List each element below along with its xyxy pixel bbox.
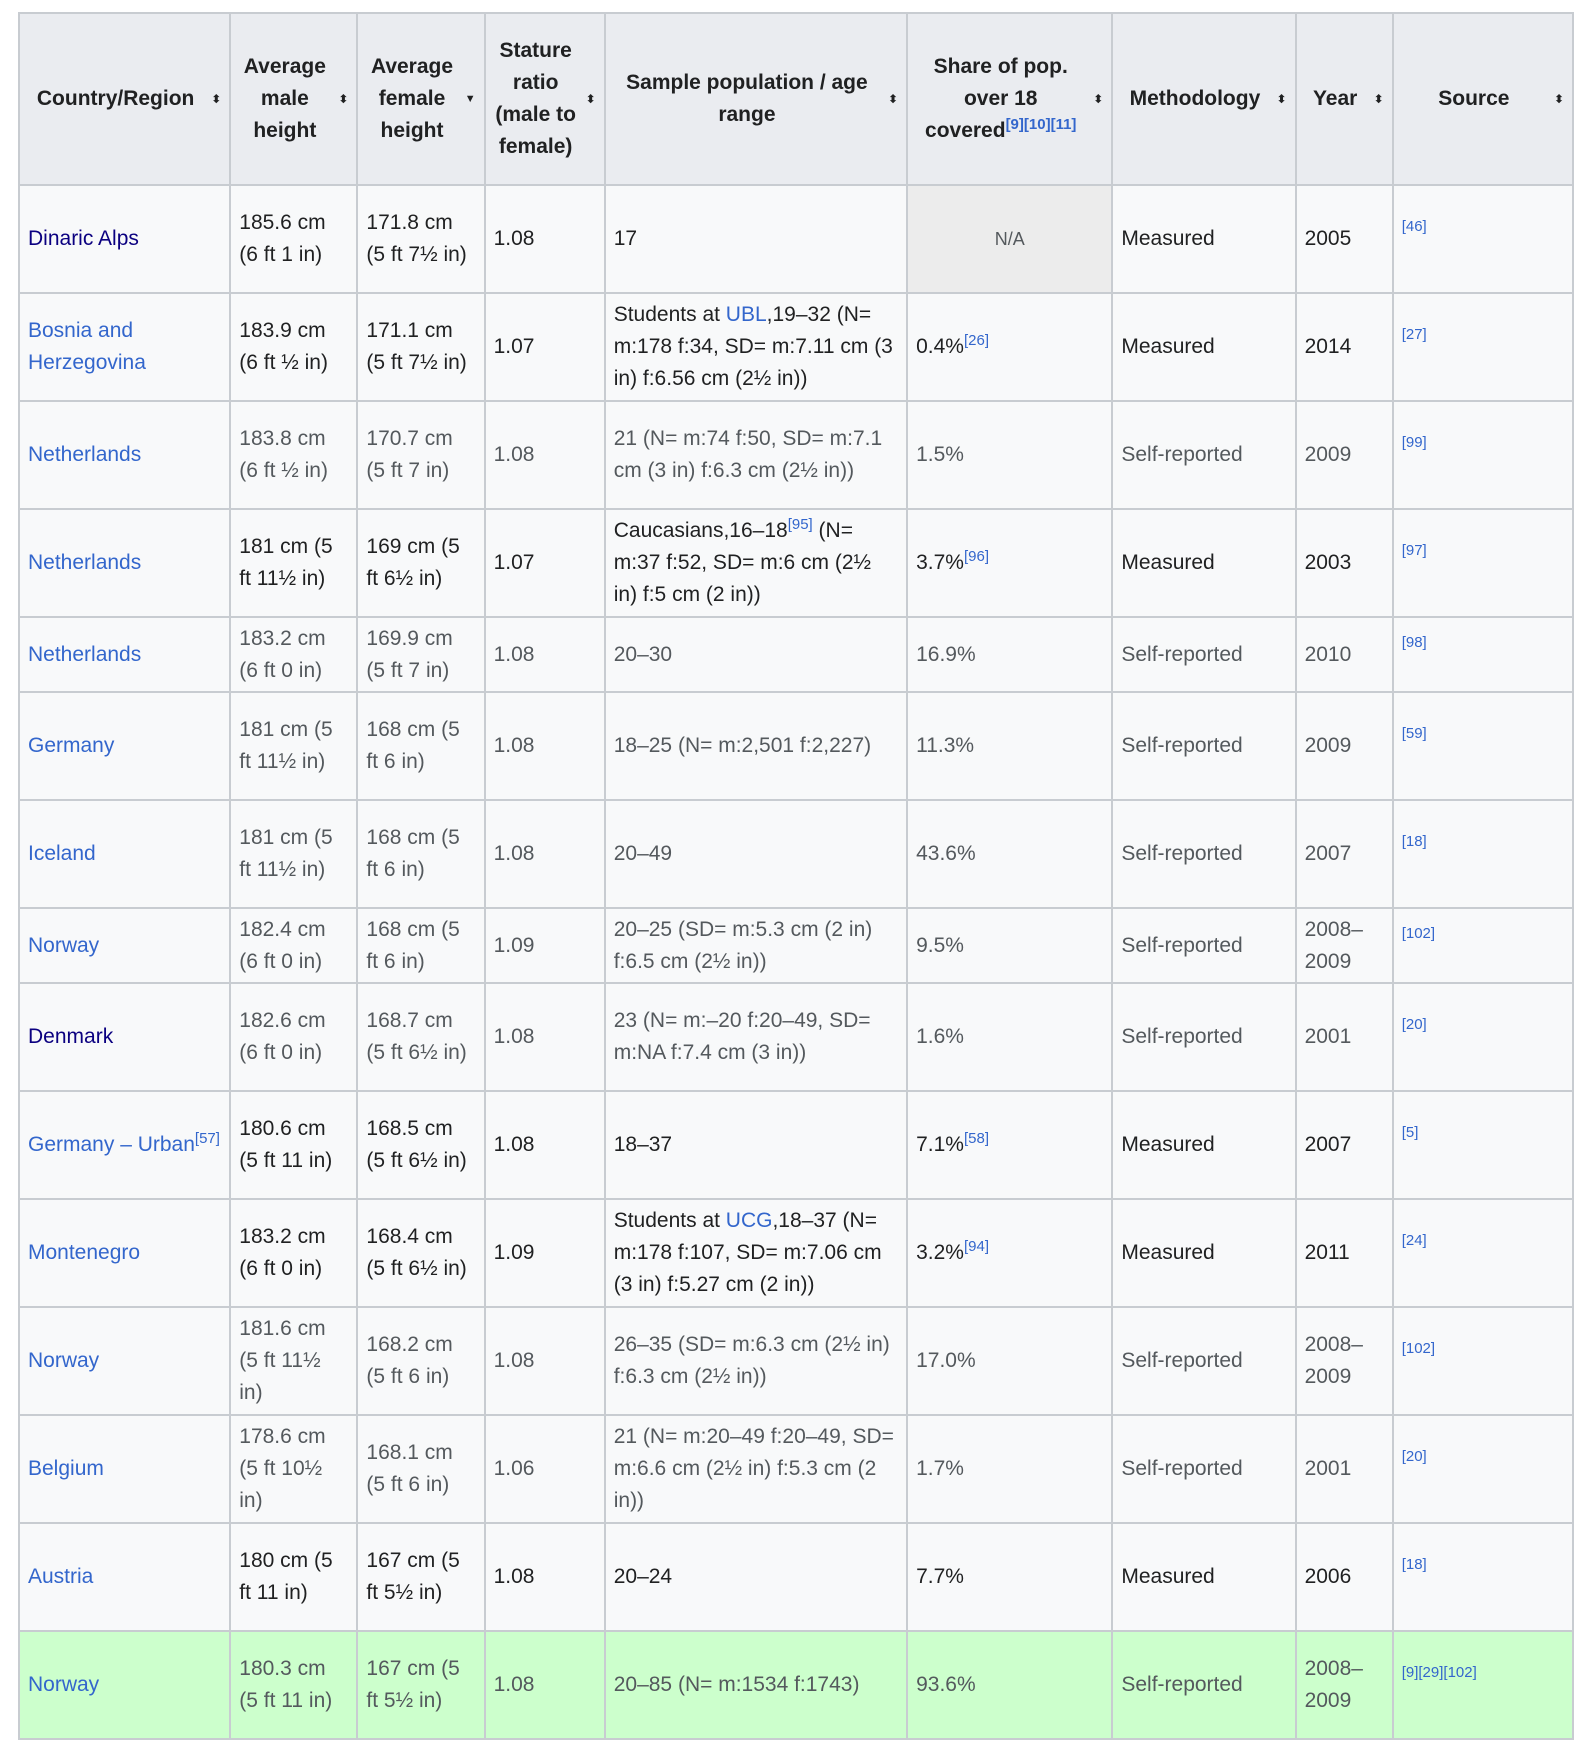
cell-share: 43.6% — [907, 800, 1112, 908]
cell-year: 2006 — [1296, 1523, 1393, 1631]
cell-sample: 20–49 — [605, 800, 907, 908]
cell-male-height: 180 cm (5 ft 11 in) — [230, 1523, 357, 1631]
col-header-year[interactable]: Year ⬍ — [1296, 13, 1393, 185]
cell-sample: 18–25 (N= m:2,501 f:2,227) — [605, 692, 907, 800]
cell-country — [19, 401, 230, 509]
cell-male-height: 178.6 cm (5 ft 10½ in) — [230, 1415, 357, 1523]
cell-source — [1393, 293, 1573, 401]
citation-link[interactable]: [20] — [1401, 1016, 1427, 1033]
cell-methodology: Self-reported — [1112, 617, 1295, 692]
cell-ratio: 1.09 — [485, 908, 605, 983]
cell-source — [1393, 1091, 1573, 1199]
cell-sample: 18–37 — [605, 1091, 907, 1199]
cell-source — [1393, 1631, 1573, 1739]
citation-link[interactable]: [102] — [1401, 1340, 1436, 1357]
cell-share: 17.0% — [907, 1307, 1112, 1415]
cell-sample: 21 (N= m:74 f:50, SD= m:7.1 cm (3 in) f:6.3 cm (2½ in)) — [605, 401, 907, 509]
cell-source — [1393, 800, 1573, 908]
cell-ratio: 1.09 — [485, 1199, 605, 1307]
cell-male-height: 181 cm (5 ft 11½ in) — [230, 509, 357, 617]
cell-source — [1393, 1415, 1573, 1523]
cell-country — [19, 185, 230, 293]
table-row — [19, 983, 1573, 1091]
cell-methodology: Measured — [1112, 509, 1295, 617]
cell-sample: 17 — [605, 185, 907, 293]
sort-icon[interactable]: ⬍ — [585, 92, 596, 106]
col-header-sample[interactable]: Sample population / age range ⬍ — [605, 13, 907, 185]
citation-link[interactable]: [24] — [1401, 1232, 1427, 1249]
cell-ratio: 1.08 — [485, 185, 605, 293]
cell-year: 2007 — [1296, 800, 1393, 908]
country-link[interactable]: Montenegro — [28, 1241, 141, 1264]
cell-male-height: 180.6 cm (5 ft 11 in) — [230, 1091, 357, 1199]
cell-sample: Students at UCG,18–37 (N= m:178 f:107, SD= m:7.06 cm (3 in) f:5.27 cm (2 in)) — [605, 1199, 907, 1307]
table-body — [19, 185, 1573, 1739]
cell-year: 2001 — [1296, 983, 1393, 1091]
cell-male-height: 183.2 cm (6 ft 0 in) — [230, 1199, 357, 1307]
citation-link[interactable]: [18] — [1401, 1556, 1427, 1573]
cell-sample: 21 (N= m:20–49 f:20–49, SD= m:6.6 cm (2½ in) f:5.3 cm (2 in)) — [605, 1415, 907, 1523]
institution-link[interactable]: UBL — [725, 303, 767, 326]
citation-link[interactable]: [96] — [963, 548, 989, 565]
table-row — [19, 185, 1573, 293]
citation-link[interactable]: [26] — [963, 332, 989, 349]
country-link[interactable]: Bosnia and Herzegovina — [28, 319, 146, 374]
country-link[interactable]: Norway — [28, 933, 100, 957]
cell-female-height: 168 cm (5 ft 6 in) — [357, 800, 484, 908]
citation-link[interactable]: [102] — [1401, 924, 1436, 942]
cell-share-na: N/A — [907, 185, 1112, 293]
cell-male-height: 183.2 cm (6 ft 0 in) — [230, 617, 357, 692]
cell-male-height: 182.4 cm (6 ft 0 in) — [230, 908, 357, 983]
citation-link[interactable]: [94] — [963, 1238, 989, 1255]
cell-year: 2009 — [1296, 692, 1393, 800]
cell-methodology: Self-reported — [1112, 1631, 1295, 1739]
cell-ratio: 1.08 — [485, 983, 605, 1091]
height-table — [18, 12, 1574, 1740]
col-header-methodology[interactable]: Methodology ⬍ — [1112, 13, 1295, 185]
table-row — [19, 1199, 1573, 1307]
cell-year: 2008–2009 — [1296, 908, 1393, 983]
country-link[interactable]: Norway — [28, 1349, 100, 1372]
table-row — [19, 1091, 1573, 1199]
cell-ratio: 1.06 — [485, 1415, 605, 1523]
table-row — [19, 1631, 1573, 1739]
sort-icon[interactable]: ⬍ — [888, 92, 899, 106]
country-link[interactable]: Belgium — [28, 1457, 104, 1480]
cell-ratio: 1.08 — [485, 1523, 605, 1631]
cell-female-height: 169.9 cm (5 ft 7 in) — [357, 617, 484, 692]
cell-methodology: Self-reported — [1112, 401, 1295, 509]
cell-female-height: 167 cm (5 ft 5½ in) — [357, 1631, 484, 1739]
table-row — [19, 692, 1573, 800]
cell-source — [1393, 401, 1573, 509]
cell-country — [19, 293, 230, 401]
cell-share: 1.5% — [907, 401, 1112, 509]
cell-ratio: 1.08 — [485, 401, 605, 509]
citation-link[interactable]: [57] — [194, 1130, 220, 1147]
sort-icon[interactable]: ⬍ — [211, 92, 222, 106]
country-link[interactable]: Netherlands — [28, 443, 142, 466]
col-header-share[interactable]: Share of pop. over 18 covered[9][10][11] ⬍ — [907, 13, 1112, 185]
cell-methodology: Self-reported — [1112, 1307, 1295, 1415]
col-header-source[interactable]: Source ⬍ — [1393, 13, 1573, 185]
cell-female-height: 168.5 cm (5 ft 6½ in) — [357, 1091, 484, 1199]
table-row — [19, 800, 1573, 908]
table-row — [19, 401, 1573, 509]
citation-link[interactable]: [18] — [1401, 833, 1427, 850]
citation-link[interactable]: [46] — [1401, 218, 1427, 235]
cell-ratio: 1.08 — [485, 617, 605, 692]
cell-country — [19, 1523, 230, 1631]
cell-female-height: 167 cm (5 ft 5½ in) — [357, 1523, 484, 1631]
cell-year: 2014 — [1296, 293, 1393, 401]
cell-methodology: Measured — [1112, 1523, 1295, 1631]
country-link[interactable]: Germany – Urban — [28, 1133, 195, 1156]
cell-sample: 20–24 — [605, 1523, 907, 1631]
cell-share: 16.9% — [907, 617, 1112, 692]
cell-ratio: 1.08 — [485, 1631, 605, 1739]
table-row — [19, 908, 1573, 983]
cell-share: 9.5% — [907, 908, 1112, 983]
cell-ratio: 1.08 — [485, 800, 605, 908]
cell-source — [1393, 1199, 1573, 1307]
country-link[interactable]: Dinaric Alps — [28, 227, 139, 250]
cell-sample: 20–25 (SD= m:5.3 cm (2 in) f:6.5 cm (2½ in)) — [605, 908, 907, 983]
page — [18, 12, 1574, 1740]
table-row — [19, 1523, 1573, 1631]
cell-methodology: Measured — [1112, 293, 1295, 401]
cell-ratio: 1.08 — [485, 1091, 605, 1199]
cell-female-height: 168.4 cm (5 ft 6½ in) — [357, 1199, 484, 1307]
sort-icon[interactable]: ⬍ — [1553, 92, 1564, 106]
col-header-stature-ratio[interactable]: Stature ratio (male to female) ⬍ — [485, 13, 605, 185]
cell-methodology: Self-reported — [1112, 692, 1295, 800]
cell-methodology: Measured — [1112, 1091, 1295, 1199]
sort-icon[interactable]: ⬍ — [1276, 92, 1287, 106]
cell-year: 2011 — [1296, 1199, 1393, 1307]
citation-link[interactable]: [5] — [1401, 1124, 1419, 1141]
country-link[interactable]: Netherlands — [28, 551, 142, 574]
cell-female-height: 168 cm (5 ft 6 in) — [357, 692, 484, 800]
cell-source — [1393, 185, 1573, 293]
cell-share: 7.1%[58] — [907, 1091, 1112, 1199]
citation-link[interactable]: [20] — [1401, 1448, 1427, 1465]
cell-ratio: 1.07 — [485, 293, 605, 401]
cell-sample: 26–35 (SD= m:6.3 cm (2½ in) f:6.3 cm (2½ in)) — [605, 1307, 907, 1415]
cell-male-height: 183.8 cm (6 ft ½ in) — [230, 401, 357, 509]
cell-country — [19, 617, 230, 692]
cell-source — [1393, 617, 1573, 692]
cell-male-height: 180.3 cm (5 ft 11 in) — [230, 1631, 357, 1739]
col-header-female-height[interactable]: Average female height ▼ — [357, 13, 484, 185]
country-link[interactable]: Denmark — [28, 1025, 114, 1048]
citation-link[interactable]: [9][10][11] — [1005, 116, 1077, 133]
citation-link[interactable]: [58] — [963, 1130, 989, 1147]
cell-ratio: 1.08 — [485, 1307, 605, 1415]
cell-methodology: Self-reported — [1112, 983, 1295, 1091]
cell-share: 3.7%[96] — [907, 509, 1112, 617]
sort-icon[interactable]: ⬍ — [1373, 92, 1384, 106]
cell-share: 7.7% — [907, 1523, 1112, 1631]
cell-year: 2007 — [1296, 1091, 1393, 1199]
cell-methodology: Measured — [1112, 1199, 1295, 1307]
cell-source — [1393, 1523, 1573, 1631]
citation-link[interactable]: [27] — [1401, 326, 1427, 343]
sort-icon[interactable]: ⬍ — [338, 92, 349, 106]
cell-year: 2005 — [1296, 185, 1393, 293]
table-row — [19, 1307, 1573, 1415]
cell-male-height: 182.6 cm (6 ft 0 in) — [230, 983, 357, 1091]
cell-share: 1.6% — [907, 983, 1112, 1091]
cell-sample: Students at UBL,19–32 (N= m:178 f:34, SD= m:7.11 cm (3 in) f:6.56 cm (2½ in)) — [605, 293, 907, 401]
cell-year: 2008–2009 — [1296, 1307, 1393, 1415]
cell-source — [1393, 692, 1573, 800]
cell-male-height: 181 cm (5 ft 11½ in) — [230, 800, 357, 908]
citation-link[interactable]: [97] — [1401, 542, 1427, 559]
cell-methodology: Self-reported — [1112, 1415, 1295, 1523]
sort-icon[interactable]: ⬍ — [1093, 92, 1104, 106]
cell-female-height: 168.7 cm (5 ft 6½ in) — [357, 983, 484, 1091]
table-row — [19, 617, 1573, 692]
cell-sample: 20–85 (N= m:1534 f:1743) — [605, 1631, 907, 1739]
cell-female-height: 168 cm (5 ft 6 in) — [357, 908, 484, 983]
cell-female-height: 168.1 cm (5 ft 6 in) — [357, 1415, 484, 1523]
cell-source — [1393, 983, 1573, 1091]
cell-country — [19, 1415, 230, 1523]
citation-link[interactable]: [99] — [1401, 434, 1427, 451]
cell-year: 2008–2009 — [1296, 1631, 1393, 1739]
cell-country — [19, 1091, 230, 1199]
cell-year: 2003 — [1296, 509, 1393, 617]
cell-year: 2009 — [1296, 401, 1393, 509]
country-link[interactable]: Iceland — [28, 842, 96, 865]
cell-female-height: 168.2 cm (5 ft 6 in) — [357, 1307, 484, 1415]
cell-source — [1393, 509, 1573, 617]
country-link[interactable]: Austria — [28, 1565, 94, 1588]
cell-female-height: 170.7 cm (5 ft 7 in) — [357, 401, 484, 509]
cell-female-height: 169 cm (5 ft 6½ in) — [357, 509, 484, 617]
citation-link[interactable]: [98] — [1401, 633, 1427, 651]
cell-share: 93.6% — [907, 1631, 1112, 1739]
cell-male-height: 183.9 cm (6 ft ½ in) — [230, 293, 357, 401]
cell-share: 1.7% — [907, 1415, 1112, 1523]
cell-country — [19, 800, 230, 908]
header-row — [19, 13, 1573, 185]
sort-descending-icon[interactable]: ▼ — [464, 93, 476, 105]
table-row — [19, 509, 1573, 617]
cell-year: 2010 — [1296, 617, 1393, 692]
cell-male-height: 181 cm (5 ft 11½ in) — [230, 692, 357, 800]
cell-share: 3.2%[94] — [907, 1199, 1112, 1307]
cell-country — [19, 1307, 230, 1415]
cell-methodology: Self-reported — [1112, 908, 1295, 983]
col-header-male-height[interactable]: Average male height ⬍ — [230, 13, 357, 185]
cell-country — [19, 1631, 230, 1739]
cell-country — [19, 692, 230, 800]
cell-source — [1393, 1307, 1573, 1415]
cell-male-height: 181.6 cm (5 ft 11½ in) — [230, 1307, 357, 1415]
citation-link[interactable]: [59] — [1401, 725, 1427, 742]
table-row — [19, 293, 1573, 401]
cell-share: 11.3% — [907, 692, 1112, 800]
cell-sample: Caucasians,16–18[95] (N= m:37 f:52, SD= m:6 cm (2½ in) f:5 cm (2 in)) — [605, 509, 907, 617]
cell-country — [19, 908, 230, 983]
country-link[interactable]: Netherlands — [28, 642, 142, 666]
cell-source — [1393, 908, 1573, 983]
cell-sample: 23 (N= m:–20 f:20–49, SD= m:NA f:7.4 cm (3 in)) — [605, 983, 907, 1091]
cell-methodology: Measured — [1112, 185, 1295, 293]
cell-country — [19, 1199, 230, 1307]
cell-country — [19, 983, 230, 1091]
cell-methodology: Self-reported — [1112, 800, 1295, 908]
col-header-country[interactable]: Country/Region ⬍ — [19, 13, 230, 185]
cell-female-height: 171.8 cm (5 ft 7½ in) — [357, 185, 484, 293]
cell-male-height: 185.6 cm (6 ft 1 in) — [230, 185, 357, 293]
cell-sample: 20–30 — [605, 617, 907, 692]
table-row — [19, 1415, 1573, 1523]
country-link[interactable]: Germany — [28, 734, 115, 757]
cell-female-height: 171.1 cm (5 ft 7½ in) — [357, 293, 484, 401]
cell-country — [19, 509, 230, 617]
institution-link[interactable]: UCG — [725, 1209, 773, 1232]
citation-link[interactable]: [95] — [787, 516, 813, 533]
citation-link[interactable]: [9][29][102] — [1401, 1664, 1477, 1681]
cell-ratio: 1.08 — [485, 692, 605, 800]
cell-year: 2001 — [1296, 1415, 1393, 1523]
cell-share: 0.4%[26] — [907, 293, 1112, 401]
country-link[interactable]: Norway — [28, 1673, 100, 1696]
cell-ratio: 1.07 — [485, 509, 605, 617]
